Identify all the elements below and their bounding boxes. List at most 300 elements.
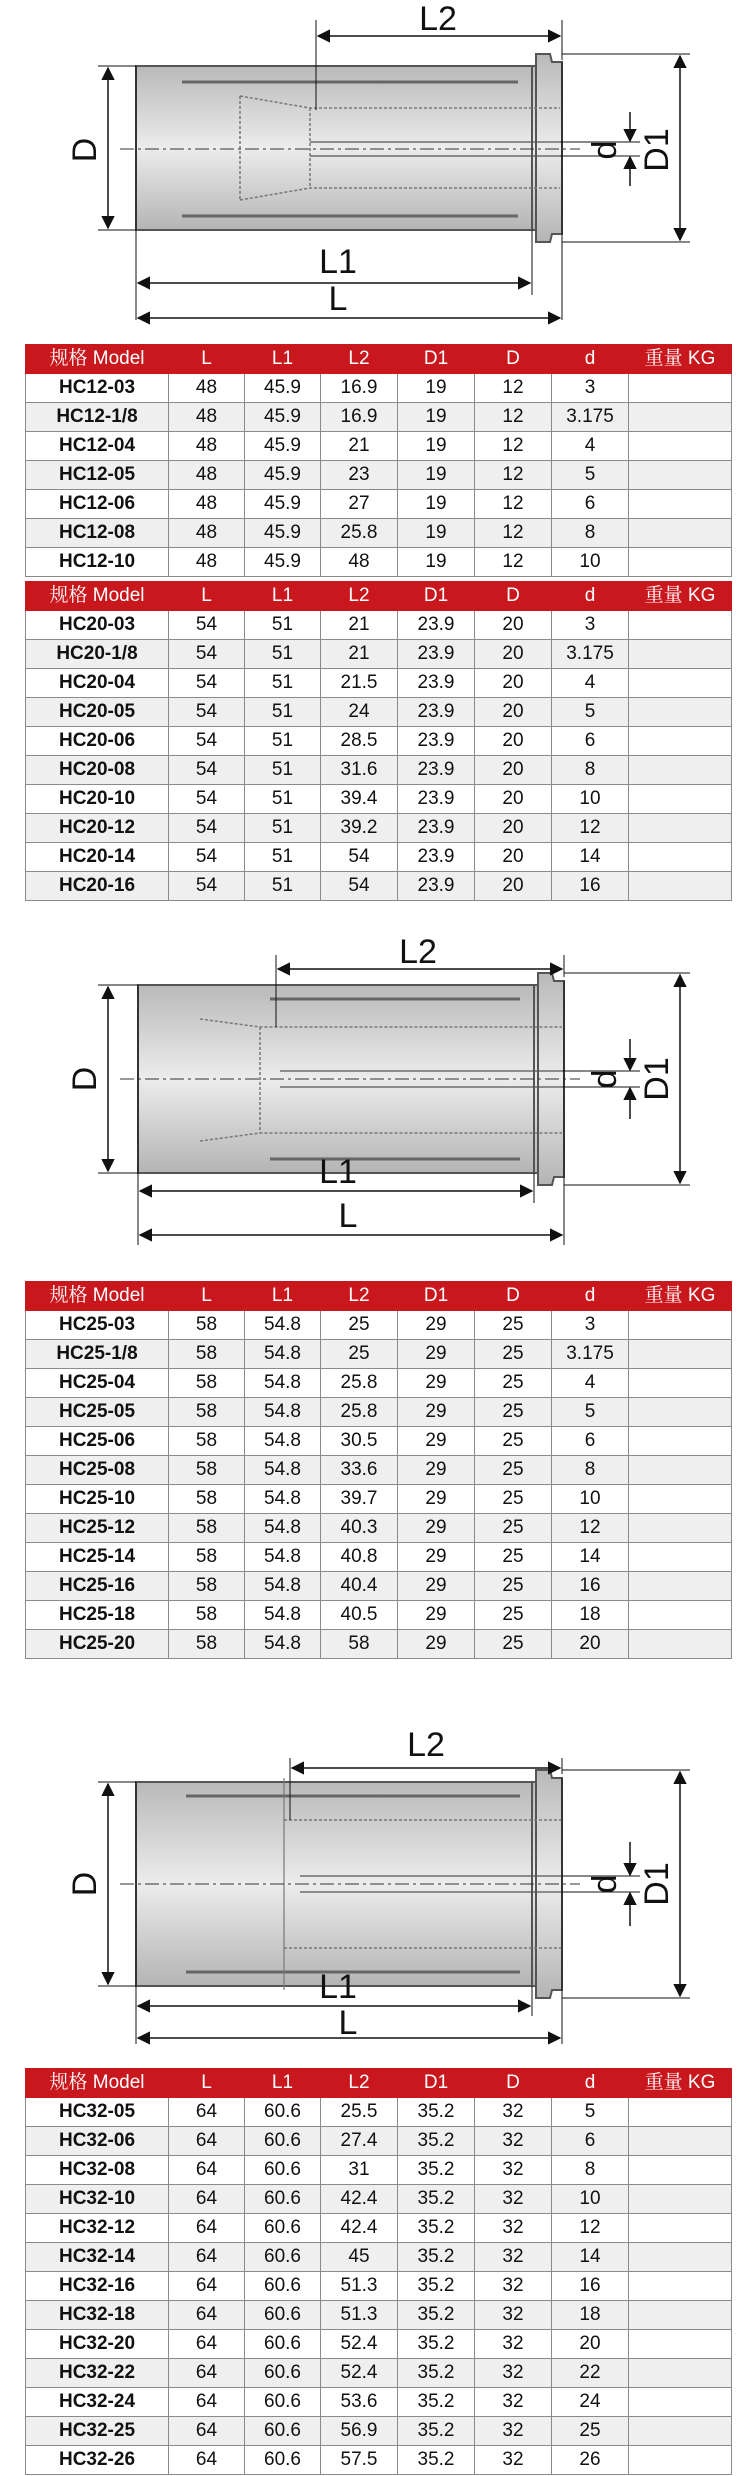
value-cell (629, 1311, 732, 1340)
value-cell: 51.3 (321, 2272, 398, 2301)
value-cell: 51 (245, 756, 321, 785)
value-cell: 29 (398, 1398, 475, 1427)
table-row (26, 1340, 732, 1369)
table-row (26, 1601, 732, 1630)
value-cell: 40.3 (321, 1514, 398, 1543)
table-body (26, 2098, 732, 2475)
value-cell: 54.8 (245, 1572, 321, 1601)
model-cell: HC12-08 (26, 519, 169, 548)
model-cell: HC32-16 (26, 2272, 169, 2301)
value-cell: 60.6 (245, 2272, 321, 2301)
value-cell: 28.5 (321, 727, 398, 756)
value-cell: 35.2 (398, 2214, 475, 2243)
value-cell (629, 872, 732, 901)
value-cell: 18 (552, 2301, 629, 2330)
value-cell (629, 814, 732, 843)
value-cell: 25 (475, 1456, 552, 1485)
header-L1: L1 (245, 2069, 321, 2098)
value-cell: 35.2 (398, 2272, 475, 2301)
value-cell: 32 (475, 2301, 552, 2330)
value-cell: 25 (475, 1601, 552, 1630)
header-D1: D1 (398, 1282, 475, 1311)
header-model: 规格 Model (26, 1282, 169, 1311)
value-cell: 12 (552, 1514, 629, 1543)
value-cell: 19 (398, 432, 475, 461)
dim-label-L2: L2 (407, 1726, 445, 1764)
value-cell: 53.6 (321, 2388, 398, 2417)
value-cell: 29 (398, 1630, 475, 1659)
value-cell: 23.9 (398, 756, 475, 785)
value-cell: 58 (169, 1514, 245, 1543)
value-cell: 23.9 (398, 669, 475, 698)
value-cell: 8 (552, 1456, 629, 1485)
value-cell: 20 (475, 640, 552, 669)
value-cell (629, 1369, 732, 1398)
model-cell: HC12-03 (26, 374, 169, 403)
dim-label-D: D (66, 1066, 104, 1092)
header-weight: 重量 KG (629, 582, 732, 611)
collet-diagram-hc12 (0, 0, 750, 330)
header-model: 规格 Model (26, 582, 169, 611)
value-cell: 4 (552, 1369, 629, 1398)
value-cell: 29 (398, 1572, 475, 1601)
model-cell: HC32-22 (26, 2359, 169, 2388)
value-cell: 35.2 (398, 2127, 475, 2156)
value-cell: 32 (475, 2214, 552, 2243)
value-cell (629, 756, 732, 785)
value-cell: 58 (169, 1456, 245, 1485)
model-cell: HC25-12 (26, 1514, 169, 1543)
value-cell: 60.6 (245, 2388, 321, 2417)
value-cell: 5 (552, 1398, 629, 1427)
table-row (26, 1485, 732, 1514)
value-cell: 25 (475, 1630, 552, 1659)
dim-label-L2: L2 (399, 933, 437, 971)
value-cell: 48 (169, 519, 245, 548)
value-cell: 19 (398, 490, 475, 519)
table-row (26, 1630, 732, 1659)
value-cell: 23 (321, 461, 398, 490)
value-cell (629, 519, 732, 548)
value-cell: 32 (475, 2127, 552, 2156)
value-cell (629, 1456, 732, 1485)
value-cell: 56.9 (321, 2417, 398, 2446)
table-row (26, 785, 732, 814)
model-cell: HC25-04 (26, 1369, 169, 1398)
model-cell: HC32-25 (26, 2417, 169, 2446)
header-L1: L1 (245, 582, 321, 611)
value-cell: 20 (475, 814, 552, 843)
value-cell: 60.6 (245, 2446, 321, 2475)
table-row (26, 2272, 732, 2301)
header-L2: L2 (321, 582, 398, 611)
value-cell: 25 (475, 1398, 552, 1427)
table-row (26, 1398, 732, 1427)
value-cell: 25.8 (321, 1369, 398, 1398)
value-cell (629, 1485, 732, 1514)
value-cell: 54.8 (245, 1427, 321, 1456)
value-cell: 39.4 (321, 785, 398, 814)
dim-label-L1: L1 (319, 1968, 357, 2006)
header-weight: 重量 KG (629, 345, 732, 374)
value-cell: 52.4 (321, 2330, 398, 2359)
header-weight: 重量 KG (629, 1282, 732, 1311)
table-row (26, 461, 732, 490)
value-cell: 32 (475, 2330, 552, 2359)
model-cell: HC20-1/8 (26, 640, 169, 669)
dim-label-D1: D1 (638, 1862, 676, 1906)
value-cell: 54.8 (245, 1543, 321, 1572)
value-cell: 35.2 (398, 2388, 475, 2417)
value-cell: 23.9 (398, 872, 475, 901)
value-cell: 60.6 (245, 2098, 321, 2127)
value-cell: 64 (169, 2156, 245, 2185)
header-L: L (169, 345, 245, 374)
value-cell: 20 (552, 1630, 629, 1659)
value-cell: 35.2 (398, 2330, 475, 2359)
value-cell: 32 (475, 2272, 552, 2301)
value-cell: 25.8 (321, 519, 398, 548)
value-cell: 12 (475, 461, 552, 490)
table-row (26, 1456, 732, 1485)
value-cell (629, 548, 732, 577)
value-cell: 32 (475, 2446, 552, 2475)
value-cell: 54.8 (245, 1485, 321, 1514)
header-L2: L2 (321, 2069, 398, 2098)
value-cell: 20 (475, 843, 552, 872)
value-cell: 54.8 (245, 1601, 321, 1630)
value-cell: 8 (552, 2156, 629, 2185)
model-cell: HC25-1/8 (26, 1340, 169, 1369)
value-cell: 31.6 (321, 756, 398, 785)
value-cell: 25 (552, 2417, 629, 2446)
table-row (26, 2156, 732, 2185)
value-cell: 35.2 (398, 2359, 475, 2388)
value-cell: 3.175 (552, 403, 629, 432)
value-cell: 52.4 (321, 2359, 398, 2388)
value-cell: 39.2 (321, 814, 398, 843)
value-cell (629, 1601, 732, 1630)
header-d: d (552, 2069, 629, 2098)
value-cell: 64 (169, 2330, 245, 2359)
dim-label-L: L (328, 280, 348, 318)
value-cell: 21 (321, 640, 398, 669)
model-cell: HC25-05 (26, 1398, 169, 1427)
value-cell: 23.9 (398, 611, 475, 640)
value-cell: 35.2 (398, 2301, 475, 2330)
value-cell: 29 (398, 1514, 475, 1543)
model-cell: HC20-16 (26, 872, 169, 901)
value-cell (629, 640, 732, 669)
value-cell: 5 (552, 698, 629, 727)
header-D: D (475, 1282, 552, 1311)
table-row (26, 1572, 732, 1601)
model-cell: HC32-14 (26, 2243, 169, 2272)
value-cell (629, 1398, 732, 1427)
value-cell: 21 (321, 432, 398, 461)
header-L1: L1 (245, 1282, 321, 1311)
value-cell (629, 2446, 732, 2475)
value-cell: 3 (552, 1311, 629, 1340)
value-cell (629, 2185, 732, 2214)
value-cell: 64 (169, 2214, 245, 2243)
value-cell (629, 2243, 732, 2272)
value-cell: 64 (169, 2272, 245, 2301)
table-row (26, 1369, 732, 1398)
value-cell: 23.9 (398, 785, 475, 814)
value-cell: 16 (552, 872, 629, 901)
table-row (26, 548, 732, 577)
value-cell: 6 (552, 727, 629, 756)
value-cell: 35.2 (398, 2446, 475, 2475)
value-cell: 51 (245, 785, 321, 814)
value-cell: 60.6 (245, 2330, 321, 2359)
value-cell: 45.9 (245, 461, 321, 490)
value-cell: 54 (321, 872, 398, 901)
value-cell: 45.9 (245, 374, 321, 403)
value-cell: 21 (321, 611, 398, 640)
value-cell: 54 (169, 727, 245, 756)
value-cell: 45.9 (245, 548, 321, 577)
value-cell (629, 490, 732, 519)
model-cell: HC12-04 (26, 432, 169, 461)
model-cell: HC25-16 (26, 1572, 169, 1601)
dim-label-D: D (66, 137, 104, 163)
spec-table-hc25 (25, 1281, 732, 1659)
value-cell: 3.175 (552, 640, 629, 669)
value-cell: 54.8 (245, 1456, 321, 1485)
value-cell: 14 (552, 843, 629, 872)
value-cell: 4 (552, 432, 629, 461)
value-cell: 12 (475, 403, 552, 432)
header-model: 规格 Model (26, 345, 169, 374)
dim-label-L: L (338, 2004, 358, 2042)
value-cell: 45 (321, 2243, 398, 2272)
table-row (26, 403, 732, 432)
model-cell: HC32-20 (26, 2330, 169, 2359)
dim-label-d: d (586, 1069, 624, 1089)
value-cell: 60.6 (245, 2243, 321, 2272)
value-cell: 29 (398, 1485, 475, 1514)
value-cell (629, 2359, 732, 2388)
value-cell: 24 (552, 2388, 629, 2417)
value-cell (629, 2214, 732, 2243)
table-row (26, 814, 732, 843)
model-cell: HC32-06 (26, 2127, 169, 2156)
value-cell: 29 (398, 1340, 475, 1369)
value-cell: 64 (169, 2301, 245, 2330)
value-cell: 48 (169, 548, 245, 577)
model-cell: HC25-08 (26, 1456, 169, 1485)
table-row (26, 2417, 732, 2446)
value-cell: 54 (169, 872, 245, 901)
table-row (26, 640, 732, 669)
value-cell: 25 (475, 1543, 552, 1572)
table-row (26, 2098, 732, 2127)
header-weight: 重量 KG (629, 2069, 732, 2098)
value-cell: 20 (475, 756, 552, 785)
value-cell: 54 (169, 698, 245, 727)
value-cell: 20 (475, 669, 552, 698)
value-cell: 16.9 (321, 403, 398, 432)
model-cell: HC32-05 (26, 2098, 169, 2127)
value-cell: 60.6 (245, 2214, 321, 2243)
value-cell: 29 (398, 1601, 475, 1630)
value-cell: 25 (475, 1514, 552, 1543)
header-d: d (552, 582, 629, 611)
value-cell: 54.8 (245, 1311, 321, 1340)
value-cell: 29 (398, 1456, 475, 1485)
value-cell: 48 (169, 432, 245, 461)
dim-label-L1: L1 (319, 1153, 357, 1191)
table-row (26, 756, 732, 785)
value-cell: 54 (169, 669, 245, 698)
value-cell: 12 (475, 374, 552, 403)
value-cell: 45.9 (245, 403, 321, 432)
value-cell: 23.9 (398, 843, 475, 872)
value-cell: 19 (398, 461, 475, 490)
value-cell: 23.9 (398, 698, 475, 727)
value-cell: 27 (321, 490, 398, 519)
dim-label-L1: L1 (319, 243, 357, 281)
value-cell: 32 (475, 2185, 552, 2214)
table-row (26, 2185, 732, 2214)
value-cell: 54 (169, 756, 245, 785)
value-cell: 57.5 (321, 2446, 398, 2475)
value-cell: 29 (398, 1427, 475, 1456)
model-cell: HC12-1/8 (26, 403, 169, 432)
table-header-row (26, 345, 732, 374)
model-cell: HC20-05 (26, 698, 169, 727)
value-cell: 64 (169, 2185, 245, 2214)
table-row (26, 2127, 732, 2156)
value-cell (629, 2301, 732, 2330)
value-cell: 6 (552, 2127, 629, 2156)
header-L2: L2 (321, 1282, 398, 1311)
value-cell: 5 (552, 2098, 629, 2127)
model-cell: HC32-18 (26, 2301, 169, 2330)
value-cell: 19 (398, 519, 475, 548)
model-cell: HC20-12 (26, 814, 169, 843)
value-cell (629, 2417, 732, 2446)
header-model: 规格 Model (26, 2069, 169, 2098)
value-cell: 25 (321, 1340, 398, 1369)
value-cell: 6 (552, 490, 629, 519)
value-cell: 54 (169, 785, 245, 814)
value-cell: 24 (321, 698, 398, 727)
header-L: L (169, 582, 245, 611)
model-cell: HC20-14 (26, 843, 169, 872)
value-cell: 31 (321, 2156, 398, 2185)
value-cell: 3.175 (552, 1340, 629, 1369)
value-cell: 5 (552, 461, 629, 490)
value-cell: 64 (169, 2127, 245, 2156)
table-row (26, 1427, 732, 1456)
value-cell: 16 (552, 2272, 629, 2301)
value-cell: 19 (398, 374, 475, 403)
value-cell: 25 (475, 1340, 552, 1369)
table-header-row (26, 2069, 732, 2098)
dim-label-D1: D1 (638, 1057, 676, 1101)
value-cell: 51.3 (321, 2301, 398, 2330)
header-L: L (169, 1282, 245, 1311)
value-cell: 20 (475, 611, 552, 640)
dim-label-D: D (66, 1871, 104, 1897)
header-D1: D1 (398, 345, 475, 374)
value-cell: 58 (169, 1601, 245, 1630)
value-cell: 12 (552, 2214, 629, 2243)
value-cell: 21.5 (321, 669, 398, 698)
value-cell: 19 (398, 403, 475, 432)
value-cell: 51 (245, 872, 321, 901)
value-cell: 48 (321, 548, 398, 577)
table-row (26, 2330, 732, 2359)
value-cell: 30.5 (321, 1427, 398, 1456)
value-cell: 58 (169, 1630, 245, 1659)
value-cell: 64 (169, 2446, 245, 2475)
model-cell: HC32-08 (26, 2156, 169, 2185)
value-cell: 60.6 (245, 2417, 321, 2446)
value-cell: 51 (245, 640, 321, 669)
value-cell (629, 374, 732, 403)
value-cell: 35.2 (398, 2243, 475, 2272)
model-cell: HC20-06 (26, 727, 169, 756)
value-cell: 12 (475, 548, 552, 577)
table-row (26, 843, 732, 872)
header-D: D (475, 2069, 552, 2098)
value-cell: 40.4 (321, 1572, 398, 1601)
value-cell: 22 (552, 2359, 629, 2388)
model-cell: HC25-18 (26, 1601, 169, 1630)
value-cell: 51 (245, 727, 321, 756)
value-cell (629, 611, 732, 640)
value-cell (629, 1630, 732, 1659)
table-header-row (26, 582, 732, 611)
value-cell (629, 1514, 732, 1543)
value-cell: 32 (475, 2156, 552, 2185)
value-cell: 54 (169, 640, 245, 669)
dim-label-d: d (586, 140, 624, 160)
table-row (26, 1543, 732, 1572)
header-D: D (475, 582, 552, 611)
header-D1: D1 (398, 582, 475, 611)
value-cell: 51 (245, 698, 321, 727)
value-cell: 60.6 (245, 2359, 321, 2388)
value-cell: 64 (169, 2359, 245, 2388)
table-row (26, 2388, 732, 2417)
value-cell: 48 (169, 490, 245, 519)
value-cell: 60.6 (245, 2185, 321, 2214)
value-cell: 51 (245, 669, 321, 698)
table-row (26, 2446, 732, 2475)
value-cell: 58 (321, 1630, 398, 1659)
value-cell: 29 (398, 1369, 475, 1398)
model-cell: HC32-26 (26, 2446, 169, 2475)
value-cell: 25.5 (321, 2098, 398, 2127)
table-row (26, 611, 732, 640)
value-cell (629, 1572, 732, 1601)
table-row (26, 490, 732, 519)
header-D1: D1 (398, 2069, 475, 2098)
value-cell (629, 403, 732, 432)
value-cell: 54 (321, 843, 398, 872)
model-cell: HC20-04 (26, 669, 169, 698)
value-cell: 26 (552, 2446, 629, 2475)
value-cell (629, 432, 732, 461)
value-cell: 14 (552, 2243, 629, 2272)
value-cell: 12 (475, 490, 552, 519)
model-cell: HC25-03 (26, 1311, 169, 1340)
